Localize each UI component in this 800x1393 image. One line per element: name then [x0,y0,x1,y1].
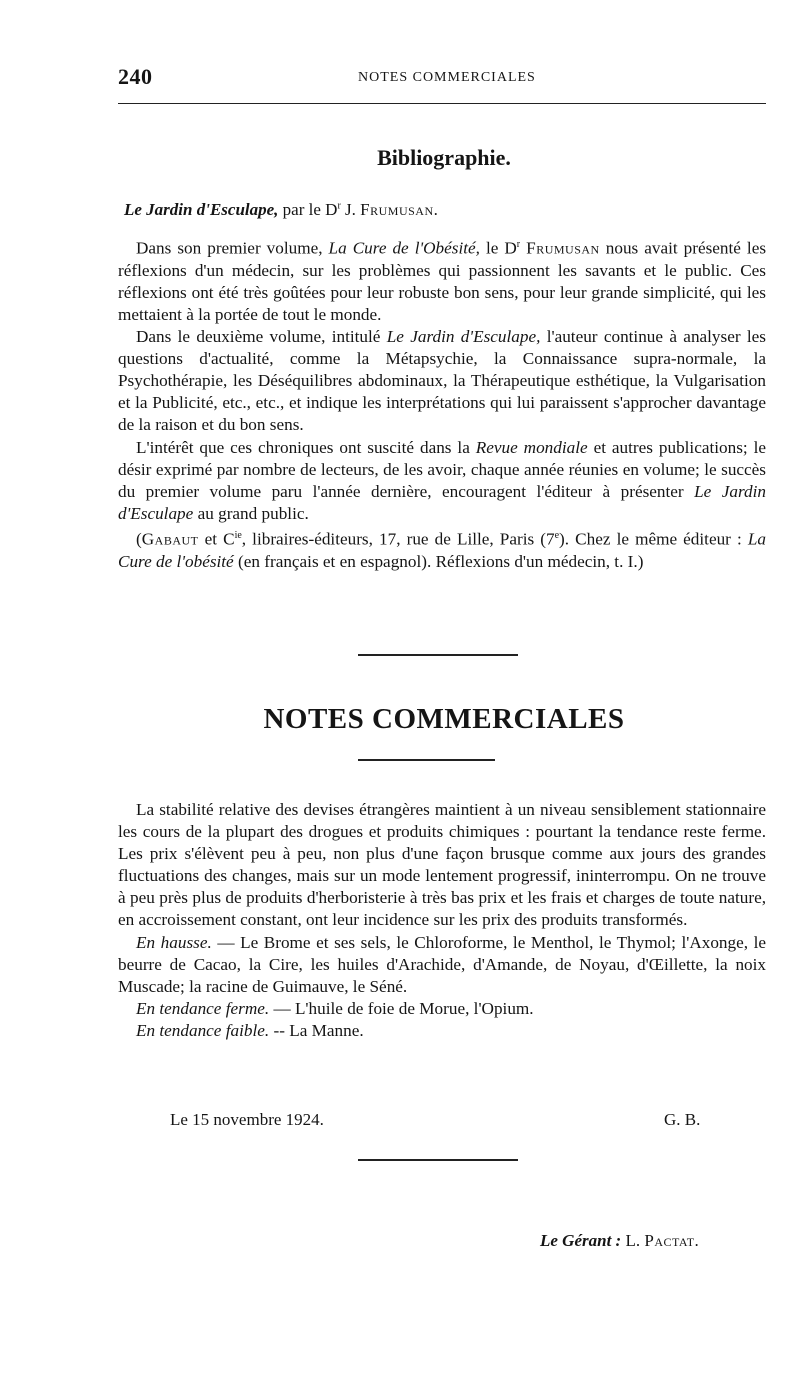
notes-body [118,799,766,1042]
paragraph: Dans le deuxième volume, intitulé Le Jardin d'Esculape, l'auteur continue à analyser les questions d'actualité, comme la Métapsychie, la Connaissance supra-normale, la Psychothérapie, les Déséquilibres abdominaux, la Thérapeutique esthétique, la Vulgarisation et la Publicité, etc., etc., et indique les interprétations qui lui paraissent s'approcher davantage de la raison et du bon sens. [118,327,766,435]
header-divider [118,103,766,104]
paragraph: L'intérêt que ces chroniques ont suscité dans la Revue mondiale et autres publications; le désir exprimé par nombre de lecteurs, de les avoir, chaque année réunies en volume; le succès du premier volume paru l'année dernière, encouragent l'éditeur à présenter Le Jardin d'Esculape au grand public. [118,437,767,523]
signature-initials: G. B. [664,1110,701,1129]
paragraph: En tendance ferme. — L'huile de foie de Morue, l'Opium. [136,998,534,1018]
dateline: Le 15 novembre 1924. [170,1110,324,1129]
running-head: NOTES COMMERCIALES [358,70,536,85]
gerant-initial: L. [625,1231,641,1250]
gerant-label: Le Gérant : [540,1231,622,1250]
paragraph: En hausse. — Le Brome et ses sels, le Chloroforme, le Menthol, le Thymol; l'Axonge, le beurre de Cacao, la Cire, les huiles d'Arachide, d'Amande, de Noyau, d'Œillette, la noix Muscade; la racine de Guimauve, le Séné. [118,932,766,996]
paragraph: En tendance faible. -- La Manne. [136,1020,364,1040]
paragraph: Dans son premier volume, La Cure de l'Obésité, le $D^r$ Frumusan nous avait présenté les réflexions d'un médecin, sur les problèmes qui passionnent les savants et le public. Ces réflexions ont été très goûtées pour leur robuste bon sens, pour leur grande simplicité, qui les mettaient à la portée de tout le monde. [118,238,767,325]
bibliographie-heading: Bibliographie. [377,145,511,170]
gerant-line [540,1231,699,1251]
book-reference [124,200,438,220]
author-name: Frumusan. [360,200,439,219]
page-number: 240 [118,64,153,89]
notes-commerciales-heading: NOTES COMMERCIALES [263,703,625,735]
bibliographie-body [118,234,766,573]
section-divider [358,654,518,656]
paragraph: (Gabaut et $C^{ie}$, libraires-éditeurs, 17, rue de Lille, Paris (7e). Chez le même éditeur : La Cure de l'obésité (en français et en espagnol). Réflexions d'un médecin, t. I.) [118,529,767,571]
title-underline [358,759,495,761]
book-title: Le Jardin d'Esculape, [124,200,279,219]
end-divider [358,1159,518,1161]
author-initial: J. [345,200,356,219]
gerant-name: Pactat. [644,1231,700,1250]
page-header [118,64,766,94]
paragraph: La stabilité relative des devises étrangères maintient à un niveau sensiblement stationnaire les cours de la plupart des drogues et produits chimiques : pourtant la tendance reste ferme. Les prix s'élèvent peu à peu, non plus d'une façon brusque comme aux jours des grandes fluctuations des changes, mais sur un mode lentement progressif, ininterrompu. On ne trouve à peu près plus de produits d'herboristerie à très bas prix et les frais et charges de toute nature, en accroissement constant, ont leur incidence sur les prix des produits transformés. [118,800,766,930]
book-by: par le $D^r$ [282,200,341,219]
